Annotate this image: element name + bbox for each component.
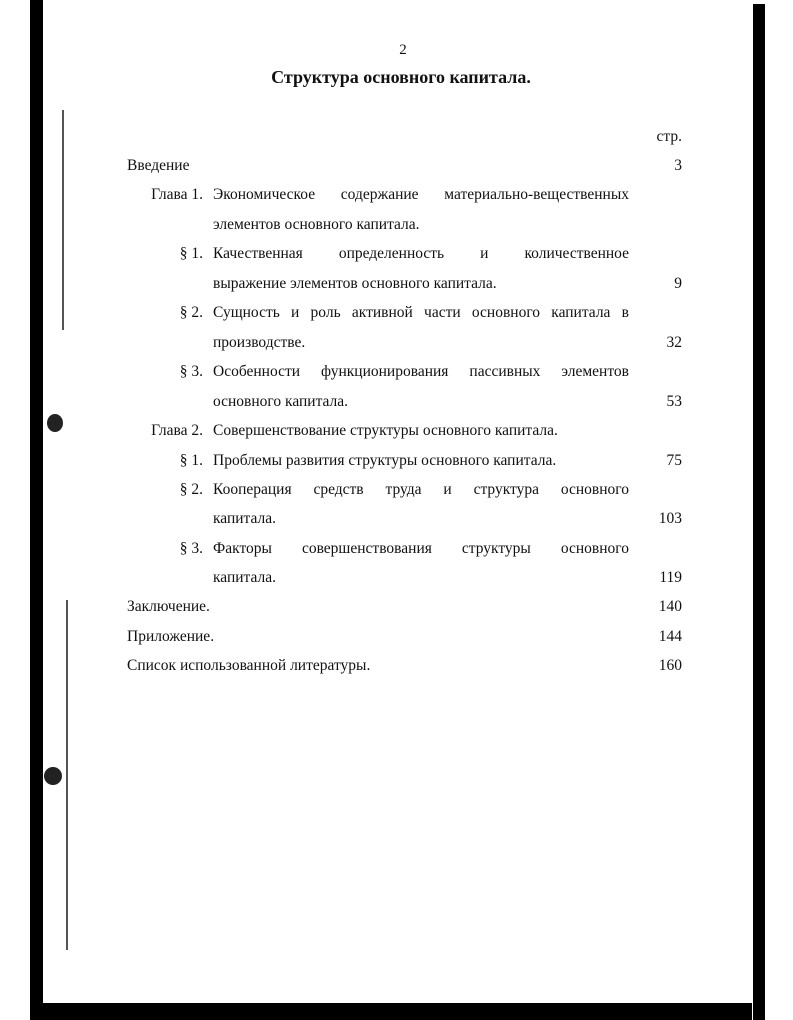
toc-references-page: 160	[658, 657, 682, 674]
binding-hole-mark	[44, 767, 62, 785]
toc-ch2-sec3-label: § 3.	[179, 540, 203, 557]
toc-appendix-page: 144	[658, 628, 682, 645]
page-column-header: стр.	[656, 128, 682, 145]
scan-left-margin	[43, 0, 63, 1003]
toc-ch1-sec3-line2: основного капитала.	[213, 393, 349, 410]
toc-conclusion-page: 140	[658, 598, 682, 615]
toc-conclusion-text: Заключение.	[127, 598, 210, 615]
toc-intro-text: Введение	[127, 157, 190, 174]
toc-chapter1-label: Глава 1.	[151, 186, 203, 203]
toc-ch2-sec1-page: 75	[666, 452, 682, 469]
scan-right-edge	[753, 4, 765, 1020]
toc-ch2-sec2-page: 103	[658, 510, 682, 527]
toc-ch1-sec1-line2: выражение элементов основного капитала.	[213, 275, 497, 292]
scan-bottom-edge	[30, 1003, 752, 1020]
toc-ch1-sec1-line1: Качественная определенность и количественное	[213, 245, 629, 262]
binding-strip	[62, 110, 64, 330]
page-number: 2	[399, 42, 407, 58]
toc-ch2-sec1-line1: Проблемы развития структуры основного капитала.	[213, 452, 557, 469]
toc-chapter2-label: Глава 2.	[151, 422, 203, 439]
toc-ch1-sec1-page: 9	[674, 275, 682, 292]
binding-strip	[66, 600, 68, 950]
toc-ch2-sec1-label: § 1.	[179, 452, 203, 469]
toc-ch1-sec2-page: 32	[666, 334, 682, 351]
toc-ch2-sec3-line2: капитала.	[213, 569, 277, 586]
toc-ch1-sec2-line1: Сущность и роль активной части основного капитала в	[213, 304, 629, 321]
toc-ch1-sec3-page: 53	[666, 393, 682, 410]
toc-ch1-sec1-label: § 1.	[179, 245, 203, 262]
toc-ch2-sec3-page: 119	[659, 569, 682, 586]
toc-ch1-sec2-line2: производстве.	[213, 334, 306, 351]
binding-hole-mark	[47, 414, 63, 432]
toc-ch1-sec2-label: § 2.	[179, 304, 203, 321]
toc-appendix-text: Приложение.	[127, 628, 215, 645]
toc-ch2-sec2-line1: Кооперация средств труда и структура основного	[213, 481, 629, 498]
toc-ch2-sec3-line1: Факторы совершенствования структуры основного	[213, 540, 629, 557]
toc-references-text: Список использованной литературы.	[127, 657, 371, 674]
toc-intro-page: 3	[674, 157, 682, 174]
toc-ch2-sec2-line2: капитала.	[213, 510, 277, 527]
toc-chapter1-title-line2: элементов основного капитала.	[213, 216, 420, 233]
toc-ch1-sec3-line1: Особенности функционирования пассивных элементов	[213, 363, 629, 380]
toc-chapter1-title-line1: Экономическое содержание материально-вещественных	[213, 186, 629, 203]
toc-ch2-sec2-label: § 2.	[179, 481, 203, 498]
toc-chapter2-title-line1: Совершенствование структуры основного капитала.	[213, 422, 558, 439]
scan-left-edge	[30, 0, 43, 1008]
document-title: Структура основного капитала.	[271, 67, 531, 87]
toc-ch1-sec3-label: § 3.	[179, 363, 203, 380]
